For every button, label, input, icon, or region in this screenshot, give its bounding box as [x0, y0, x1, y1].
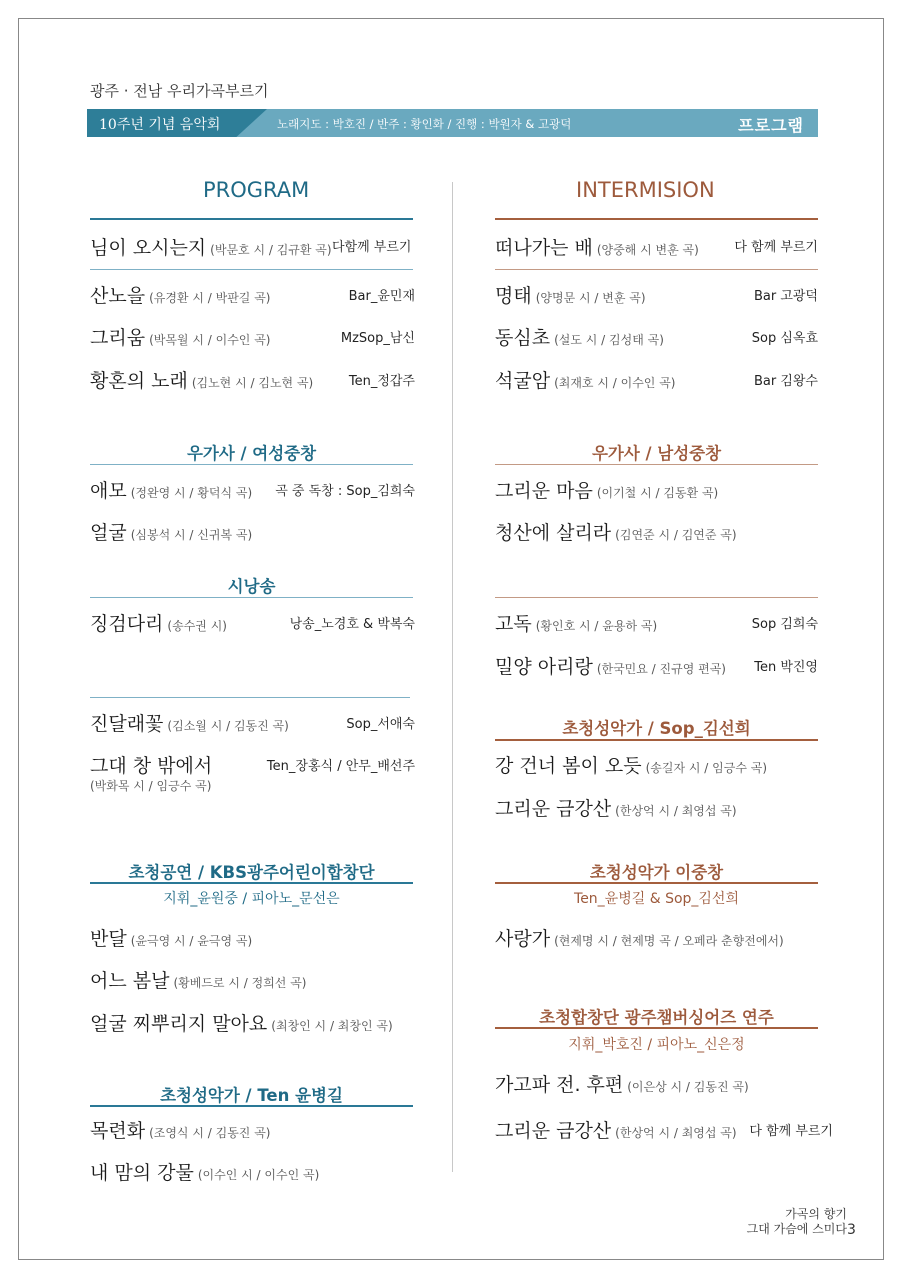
- banner-title: 10주년 기념 음악회: [99, 117, 221, 133]
- song-title: 황혼의 노래: [90, 370, 188, 392]
- section-heading: 우가사 / 남성중창: [591, 444, 722, 463]
- list-item: [90, 281, 270, 308]
- song-credit: (윤극영 시 / 윤극영 곡): [130, 934, 253, 948]
- header-banner: [87, 109, 818, 137]
- list-item: [495, 476, 718, 503]
- song-credit: (송수권 시): [167, 619, 227, 633]
- list-item: [495, 281, 646, 308]
- list-item: [495, 233, 699, 260]
- song-title: 그대 창 밖에서: [90, 755, 213, 777]
- song-performer: Ten 박진영: [754, 660, 818, 675]
- song-performer: Bar 김왕수: [753, 374, 818, 389]
- song-credit: (박목월 시 / 이수인 곡): [149, 333, 271, 347]
- song-performer: Sop 김희숙: [751, 617, 818, 632]
- list-item: [90, 476, 252, 503]
- list-item: [495, 366, 675, 393]
- footer-line-2: 그대 가슴에 스미다: [746, 1222, 847, 1236]
- song-credit: (황베드로 시 / 정희선 곡): [173, 976, 307, 990]
- section-heading: 초청합창단 광주챔버싱어즈 연주: [539, 1008, 774, 1027]
- section-subheading: Ten_윤병길 & Sop_김선희: [574, 891, 739, 907]
- list-item: [495, 751, 767, 778]
- song-performer: Ten_장홍식 / 안무_배선주: [266, 759, 415, 774]
- list-item: [495, 652, 726, 679]
- section-heading: 초청성악가 / Sop_김선희: [562, 719, 751, 738]
- banner-program-label: 프로그램: [738, 116, 804, 135]
- banner-credits: 노래지도 : 박호진 / 반주 : 황인화 / 진행 : 박원자 & 고광덕: [277, 117, 572, 131]
- song-performer: 다함께 부르기: [332, 240, 412, 255]
- list-item: [90, 366, 313, 393]
- section-heading: 시낭송: [227, 577, 276, 596]
- song-title: 산노을: [90, 285, 146, 307]
- song-title: 사랑가: [495, 928, 551, 950]
- song-title: 고독: [495, 613, 532, 635]
- song-performer: Ten_정갑주: [348, 374, 415, 389]
- song-credit: (설도 시 / 김성태 곡): [554, 333, 664, 347]
- song-credit: (양명문 시 / 변훈 곡): [535, 291, 646, 305]
- song-credit: (이은상 시 / 김동진 곡): [627, 1080, 749, 1094]
- list-item: [495, 1070, 749, 1097]
- song-credit: (박문호 시 / 김규환 곡): [210, 243, 332, 257]
- song-performer: MzSop_남신: [340, 331, 415, 346]
- intermission-rule: [495, 218, 818, 220]
- song-title: 떠나가는 배: [495, 237, 593, 259]
- list-item: [495, 794, 737, 821]
- song-credit: (정완영 시 / 황덕식 곡): [130, 486, 253, 500]
- song-title: 밀양 아리랑: [495, 656, 593, 678]
- song-title: 반달: [90, 928, 127, 950]
- song-title: 그리운 마음: [495, 480, 593, 502]
- song-performer: 낭송_노경호 & 박복숙: [289, 617, 415, 632]
- list-item: [495, 924, 784, 951]
- song-title: 명태: [495, 285, 532, 307]
- section-heading: 초청성악가 / Ten 윤병길: [160, 1086, 343, 1105]
- song-credit: (한국민요 / 진규영 편곡): [596, 662, 726, 676]
- list-item: [495, 1116, 737, 1143]
- song-title: 가고파 전. 후편: [495, 1074, 624, 1096]
- section-rule: [495, 739, 818, 741]
- song-title: 그리운 금강산: [495, 1120, 612, 1142]
- list-item: [495, 609, 657, 636]
- song-title: 그리운 금강산: [495, 798, 612, 820]
- page-top-title: 광주 · 전남 우리가곡부르기: [90, 82, 269, 100]
- song-title: 목련화: [90, 1120, 146, 1142]
- section-rule: [495, 464, 818, 465]
- section-rule: [90, 464, 413, 465]
- list-item: [90, 233, 332, 260]
- song-credit: (송길자 시 / 임긍수 곡): [645, 761, 768, 775]
- footer-slogan: [747, 1207, 847, 1237]
- list-item: [90, 1158, 319, 1185]
- section-rule: [90, 597, 413, 598]
- song-credit: (유경환 시 / 박판길 곡): [149, 291, 271, 305]
- intermission-heading: INTERMISION: [576, 178, 715, 202]
- section-heading: 초청성악가 이중창: [589, 863, 724, 882]
- list-item: [90, 323, 270, 350]
- song-credit: (최창인 시 / 최창인 곡): [271, 1019, 393, 1033]
- song-credit: (박화목 시 / 임긍수 곡): [90, 779, 212, 793]
- song-credit: (황인호 시 / 윤용하 곡): [535, 619, 658, 633]
- song-title: 님이 오시는지: [90, 237, 207, 259]
- song-performer: Sop 심옥효: [751, 331, 818, 346]
- song-credit: (김소월 시 / 김동진 곡): [167, 719, 289, 733]
- list-item: [90, 1009, 393, 1036]
- song-credit: (이기철 시 / 김동환 곡): [596, 486, 719, 500]
- list-item: [90, 924, 252, 951]
- section-subheading: 지휘_박호진 / 피아노_신은정: [568, 1037, 745, 1053]
- song-credit: (김연준 시 / 김연준 곡): [615, 528, 737, 542]
- section-rule: [495, 882, 818, 884]
- list-item: [495, 323, 664, 350]
- song-title: 어느 봄날: [90, 970, 170, 992]
- song-performer: 다 함께 부르기: [734, 240, 818, 255]
- list-item: [90, 609, 227, 636]
- song-title: 애모: [90, 480, 127, 502]
- program-rule: [90, 218, 413, 220]
- list-item: [495, 518, 737, 545]
- section-rule: [495, 269, 818, 270]
- song-credit: (이수인 시 / 이수인 곡): [197, 1168, 320, 1182]
- section-subheading: 지휘_윤원중 / 피아노_문선은: [163, 891, 340, 907]
- section-heading: 우가사 / 여성중창: [186, 444, 317, 463]
- song-credit: (양중해 시 변훈 곡): [596, 243, 699, 257]
- song-title: 얼굴 찌뿌리지 말아요: [90, 1013, 268, 1035]
- page-frame: [18, 18, 884, 1260]
- song-credit: (한상억 시 / 최영섭 곡): [615, 1126, 737, 1140]
- song-performer: 곡 중 독창 : Sop_김희숙: [275, 484, 415, 499]
- section-rule: [90, 269, 413, 270]
- section-rule: [495, 1027, 818, 1029]
- song-credit: (심봉석 시 / 신귀복 곡): [130, 528, 253, 542]
- song-performer: Bar_윤민재: [348, 289, 415, 304]
- section-rule: [495, 597, 818, 598]
- section-heading: 초청공연 / KBS광주어린이합창단: [128, 863, 375, 882]
- list-item: [90, 966, 306, 993]
- song-performer: Bar 고광덕: [753, 289, 818, 304]
- song-title: 강 건너 봄이 오듯: [495, 755, 642, 777]
- song-credit: (최재호 시 / 이수인 곡): [554, 376, 676, 390]
- song-credit: (현제명 시 / 현제명 곡 / 오페라 춘향전에서): [554, 934, 784, 948]
- song-title: 석굴암: [495, 370, 551, 392]
- song-title: 얼굴: [90, 522, 127, 544]
- section-rule: [90, 697, 410, 698]
- song-title: 진달래꽃: [90, 713, 164, 735]
- song-performer: 다 함께 부르기: [749, 1124, 833, 1139]
- song-performer: Sop_서애숙: [346, 717, 415, 732]
- page-number: 3: [847, 1222, 856, 1238]
- song-credit: (김노현 시 / 김노현 곡): [191, 376, 314, 390]
- song-title: 그리움: [90, 327, 146, 349]
- list-item: [90, 709, 289, 736]
- column-divider: [452, 182, 453, 1172]
- footer-line-1: 가곡의 향기: [785, 1207, 847, 1221]
- list-item: [90, 1116, 270, 1143]
- list-item: [90, 751, 212, 778]
- song-credit: (한상억 시 / 최영섭 곡): [615, 804, 737, 818]
- section-rule: [90, 882, 413, 884]
- song-title: 청산에 살리라: [495, 522, 612, 544]
- list-item: [90, 518, 252, 545]
- song-title: 징검다리: [90, 613, 164, 635]
- section-rule: [90, 1105, 413, 1107]
- song-credit: (조영식 시 / 김동진 곡): [149, 1126, 271, 1140]
- song-title: 내 맘의 강물: [90, 1162, 194, 1184]
- song-title: 동심초: [495, 327, 551, 349]
- program-heading: PROGRAM: [203, 178, 310, 202]
